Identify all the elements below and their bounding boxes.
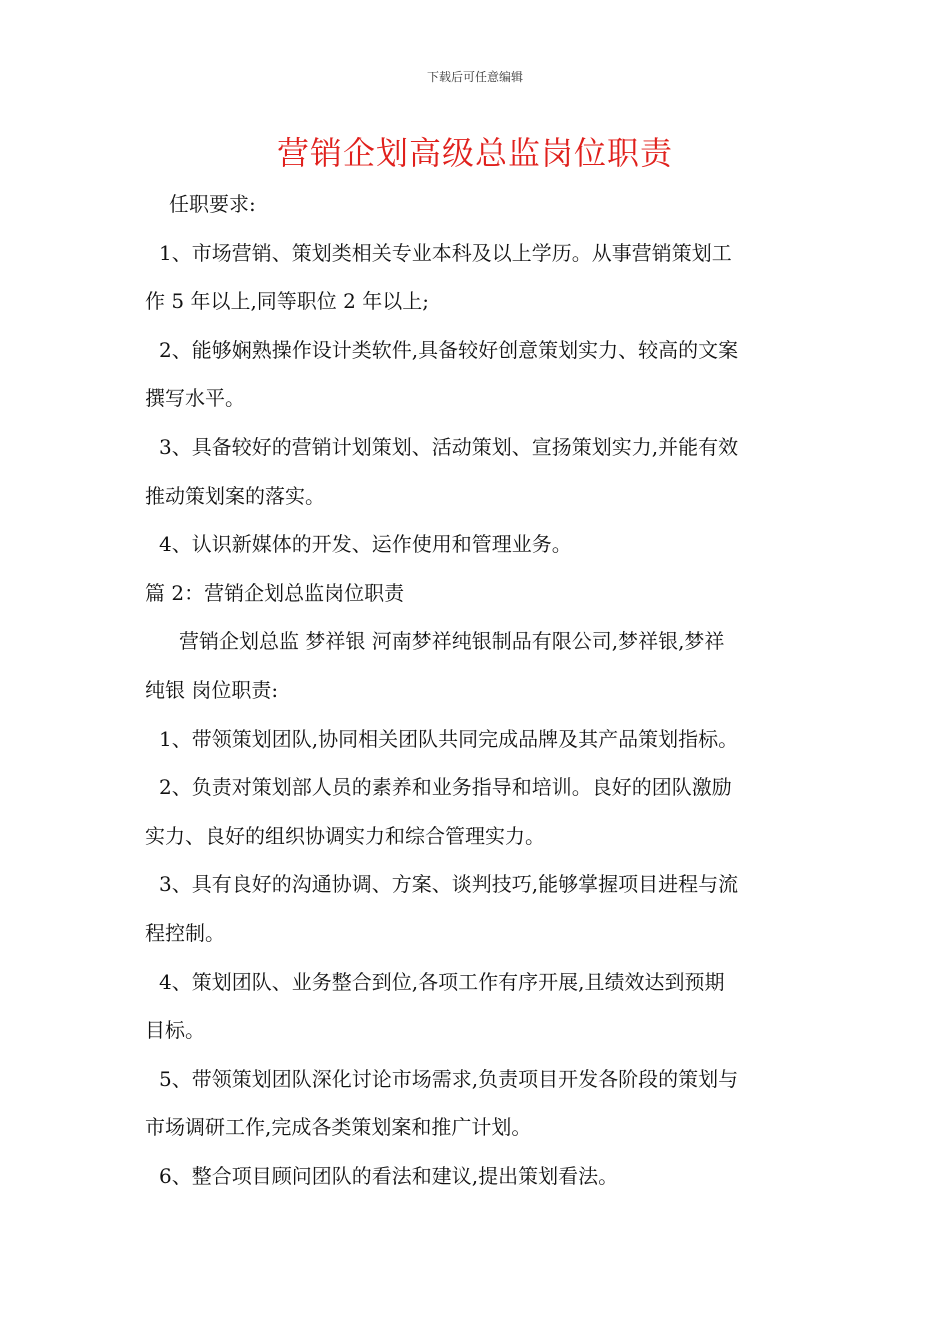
header-note: 下载后可任意编辑 bbox=[426, 70, 523, 84]
body-line: 目标。 bbox=[145, 1018, 205, 1043]
body-line: 市场调研工作,完成各类策划案和推广计划。 bbox=[145, 1115, 532, 1140]
body-line: 5、带领策划团队深化讨论市场需求,负责项目开发各阶段的策划与 bbox=[159, 1066, 739, 1091]
body-line: 3、具有良好的沟通协调、方案、谈判技巧,能够掌握项目进程与流 bbox=[159, 872, 739, 897]
body-line: 任职要求: bbox=[169, 192, 256, 216]
body-line: 3、具备较好的营销计划策划、活动策划、宣扬策划实力,并能有效 bbox=[159, 434, 739, 459]
body-line: 篇 2：营销企划总监岗位职责 bbox=[145, 580, 405, 605]
body-line: 2、负责对策划部人员的素养和业务指导和培训。良好的团队激励 bbox=[159, 775, 732, 800]
body-line: 实力、良好的组织协调实力和综合管理实力。 bbox=[145, 823, 545, 848]
body-line: 1、带领策划团队,协同相关团队共同完成品牌及其产品策划指标。 bbox=[159, 726, 739, 751]
body-line: 作 5 年以上,同等职位 2 年以上; bbox=[145, 289, 429, 314]
body-line: 程控制。 bbox=[145, 920, 225, 945]
body-line: 1、市场营销、策划类相关专业本科及以上学历。从事营销策划工 bbox=[159, 240, 732, 265]
body-line: 2、能够娴熟操作设计类软件,具备较好创意策划实力、较高的文案 bbox=[159, 337, 739, 362]
body-line: 4、策划团队、业务整合到位,各项工作有序开展,且绩效达到预期 bbox=[159, 969, 725, 994]
body-line: 撰写水平。 bbox=[145, 386, 245, 411]
body-line: 纯银 岗位职责: bbox=[145, 677, 279, 702]
body-line: 6、整合项目顾问团队的看法和建议,提出策划看法。 bbox=[159, 1163, 619, 1188]
document-title: 营销企划高级总监岗位职责 bbox=[276, 134, 673, 172]
body-line: 营销企划总监 梦祥银 河南梦祥纯银制品有限公司,梦祥银,梦祥 bbox=[179, 629, 725, 654]
body-line: 4、认识新媒体的开发、运作使用和管理业务。 bbox=[159, 532, 572, 557]
body-line: 推动策划案的落实。 bbox=[145, 483, 325, 508]
document-body bbox=[145, 180, 810, 1200]
